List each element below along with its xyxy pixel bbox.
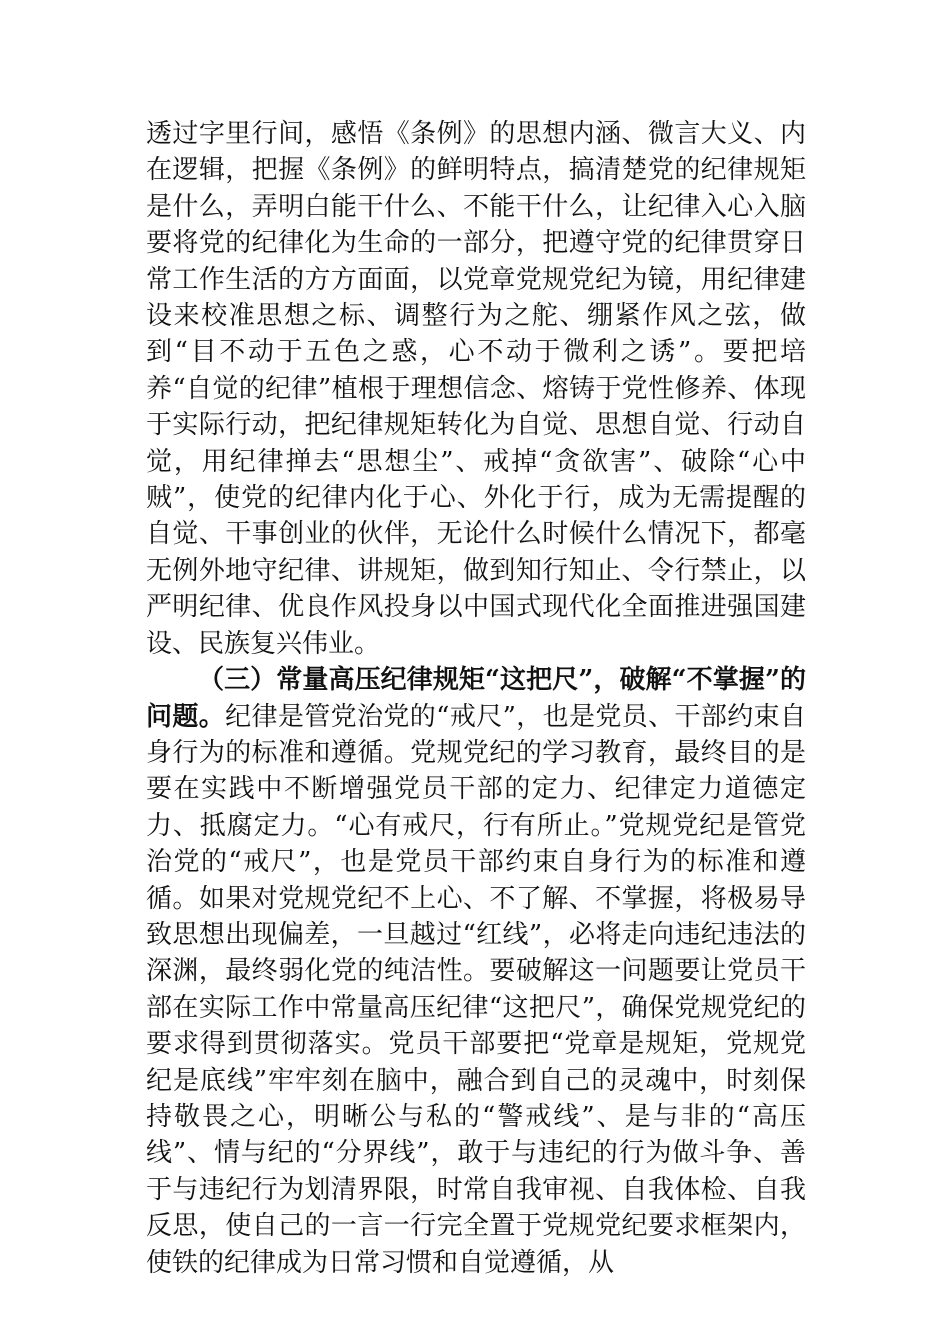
paragraph-section-three: [146, 662, 806, 1281]
paragraph-text: 纪律是管党治党的“戒尺”，也是党员、干部约束自身行为的标准和遵循。党规党纪的学习教育，最终目的是要在实践中不断增强党员干部的定力、纪律定力道德定力、抵腐定力。“心有戒尺，行有所止。”党规党纪是管党治党的“戒尺”，也是党员干部约束自身行为的标准和遵循。如果对党规党纪不上心、不了解、不掌握，将极易导致思想出现偏差，一旦越过“红线”，必将走向违纪违法的深渊，最终弱化党的纯洁性。要破解这一问题要让党员干部在实际工作中常量高压纪律“这把尺”，确保党规党纪的要求得到贯彻落实。党员干部要把“党章是规矩，党规党纪是底线”牢牢刻在脑中，融合到自己的灵魂中，时刻保持敬畏之心，明晰公与私的“警戒线”、是与非的“高压线”、情与纪的“分界线”，敢于与违纪的行为做斗争、善于与违纪行为划清界限，时常自我审视、自我体检、自我反思，使自己的一言一行完全置于党规党纪要求框架内，使铁的纪律成为日常习惯和自觉遵循，从: [146, 701, 806, 1278]
paragraph-text: 透过字里行间，感悟《条例》的思想内涵、微言大义、内在逻辑，把握《条例》的鲜明特点，搞清楚党的纪律规矩是什么，弄明白能干什么、不能干什么，让纪律入心入脑要将党的纪律化为生命的一部分，把遵守党的纪律贯穿日常工作生活的方方面面，以党章党规党纪为镜，用纪律建设来校准思想之标、调整行为之舵、绷紧作风之弦，做到“目不动于五色之惑，心不动于微利之诱”。要把培养“自觉的纪律”植根于理想信念、熔铸于党性修养、体现于实际行动，把纪律规矩转化为自觉、思想自觉、行动自觉，用纪律掸去“思想尘”、戒掉“贪欲害”、破除“心中贼”，使党的纪律内化于心、外化于行，成为无需提醒的自觉、干事创业的伙伴，无论什么时候什么情况下，都毫无例外地守纪律、讲规矩，做到知行知止、令行禁止，以严明纪律、优良作风投身以中国式现代化全面推进强国建设、民族复兴伟业。: [146, 119, 806, 659]
paragraph-discipline-self-awareness: [146, 116, 806, 662]
document-body: [146, 116, 806, 1281]
section-heading: （三）常量高压纪律规矩“这把尺”，破解“不掌握”的问题。: [146, 665, 806, 732]
